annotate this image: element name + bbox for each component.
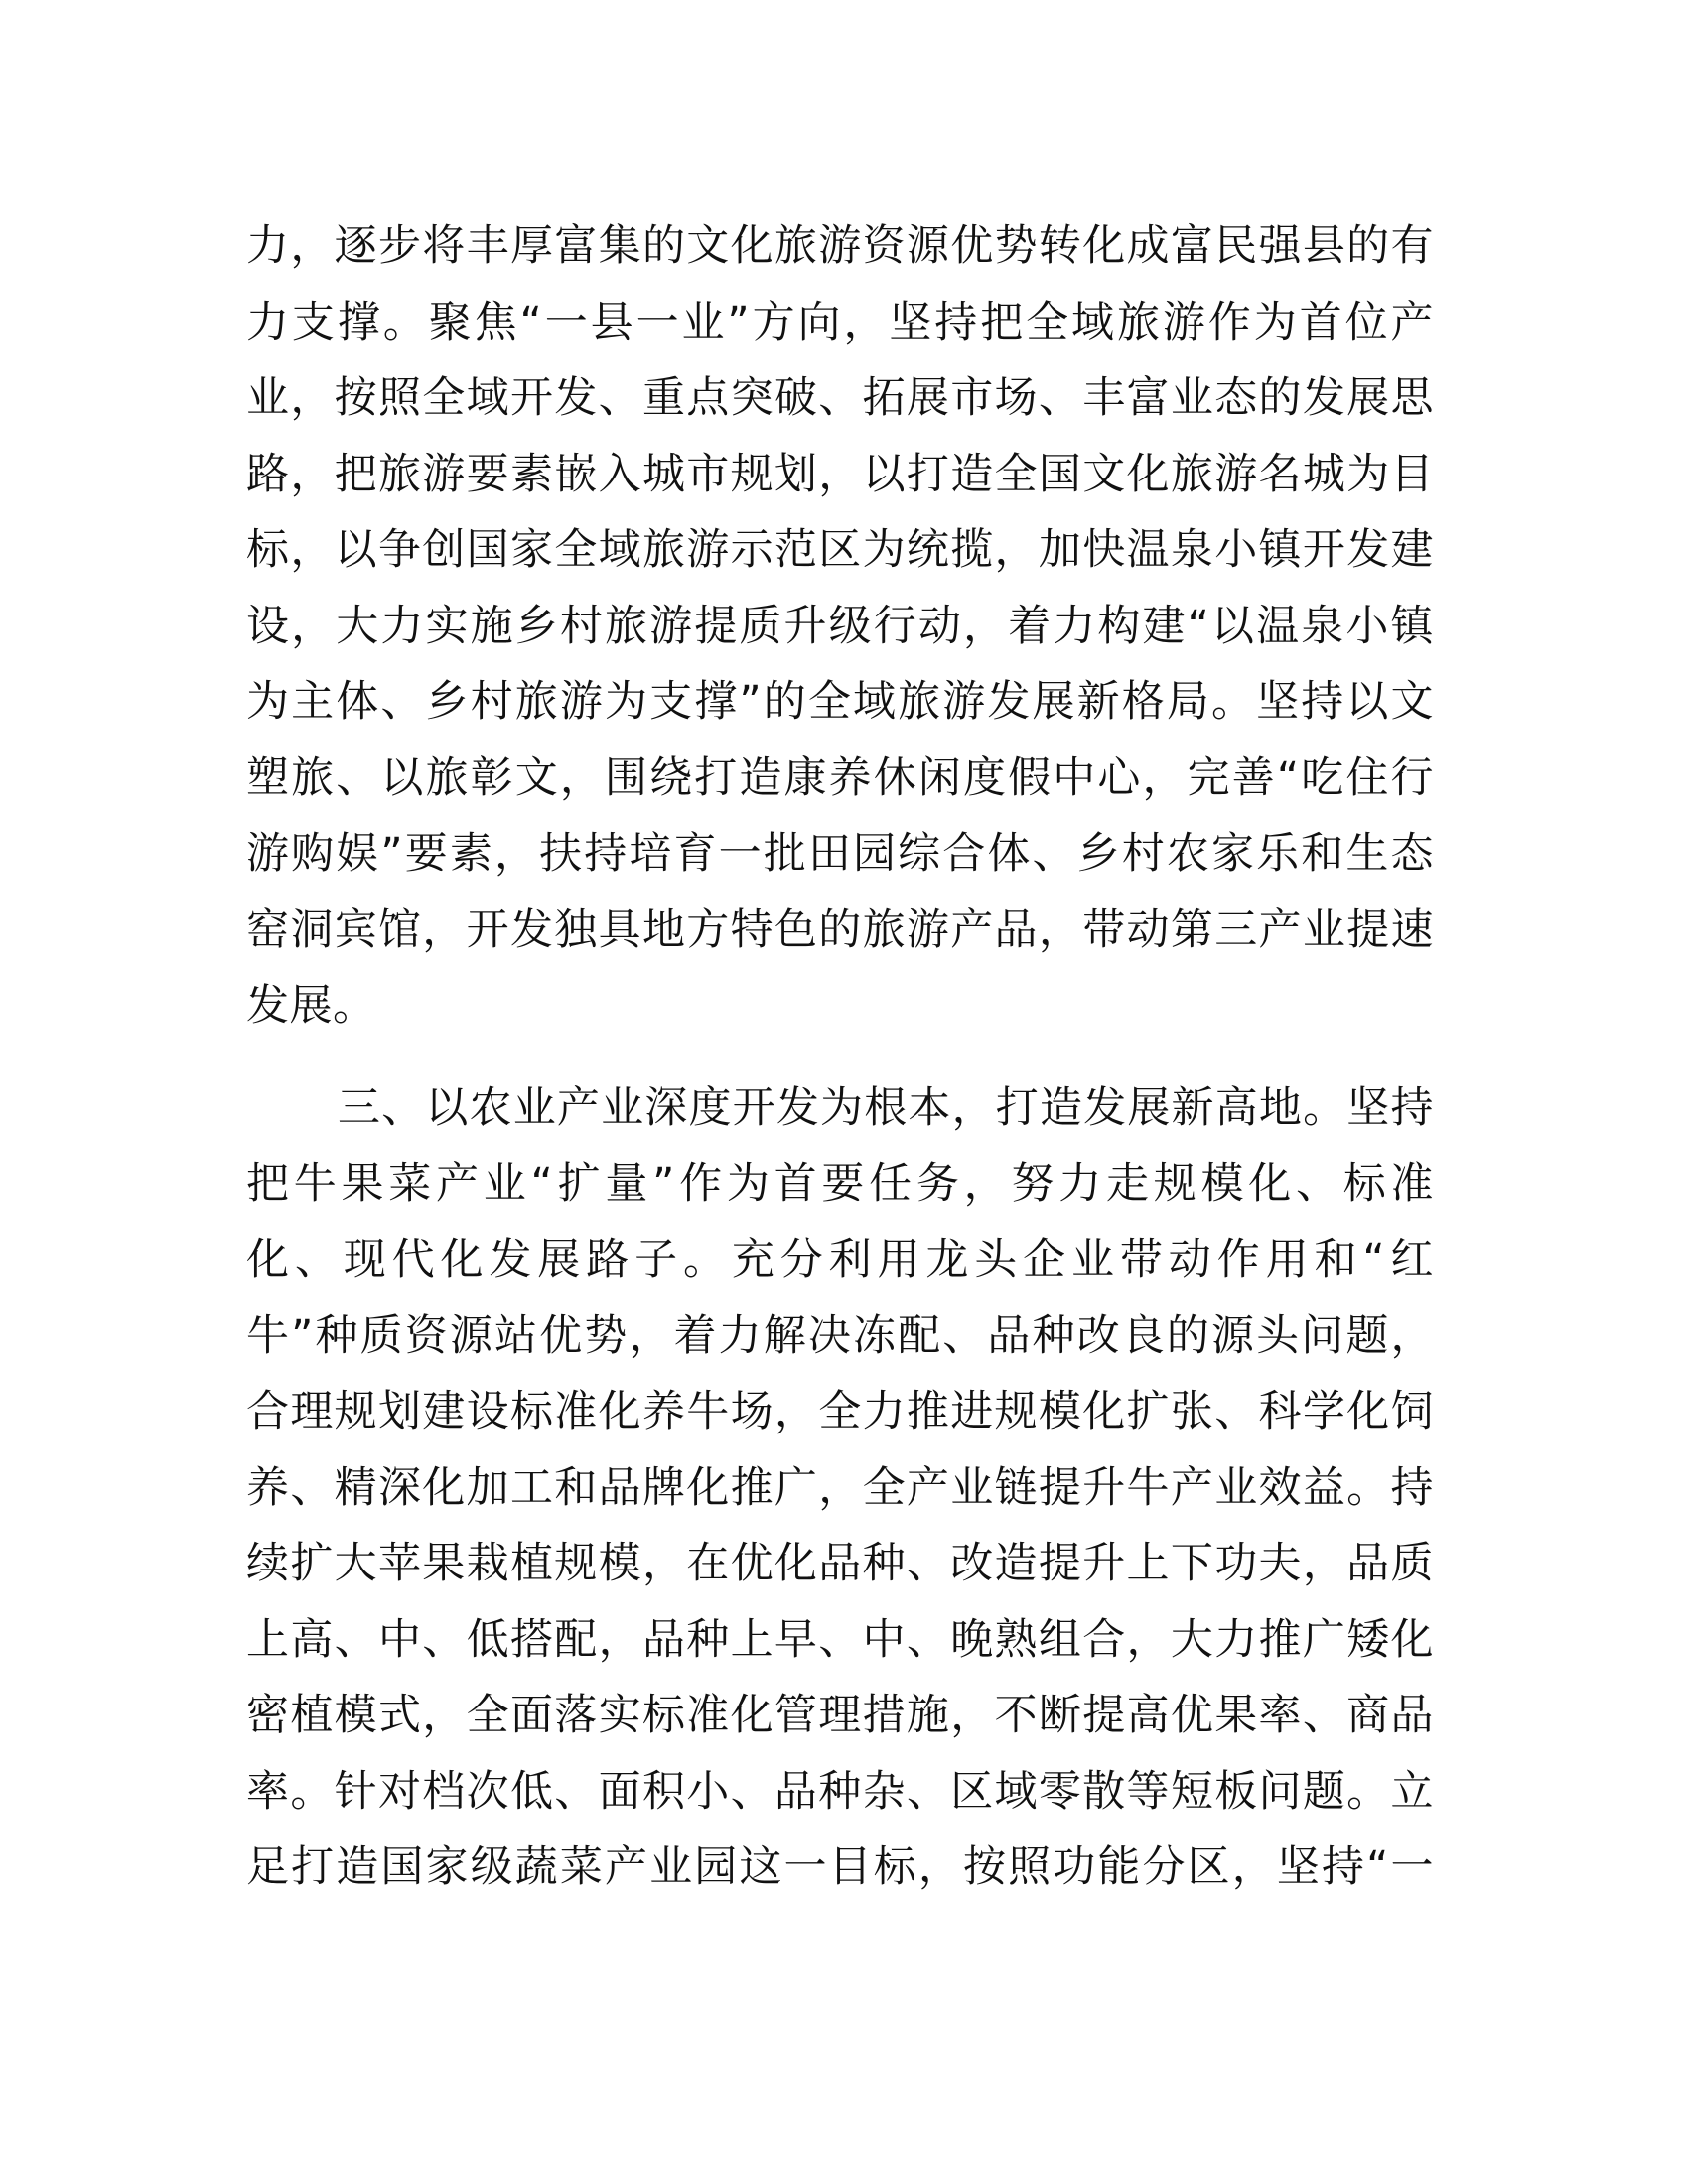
paragraph-line: 业，按照全域开发、重点突破、拓展市场、丰富业态的发展思 — [246, 373, 1434, 423]
paragraph-tourism — [246, 208, 1434, 1044]
paragraph-line: 牛”种质资源站优势，着力解决冻配、品种改良的源头问题， — [246, 1310, 1434, 1361]
paragraph-line: 塑旅、以旅彰文，围绕打造康养休闲度假中心，完善“吃住行 — [246, 752, 1434, 803]
paragraph-line: 设，大力实施乡村旅游提质升级行动，着力构建“以温泉小镇 — [246, 601, 1434, 651]
paragraph-line: 发展。 — [246, 981, 376, 1030]
paragraph-line: 路，把旅游要素嵌入城市规划，以打造全国文化旅游名城为目 — [246, 449, 1434, 499]
paragraph-line: 把牛果菜产业“扩量”作为首要任务，努力走规模化、标准 — [246, 1159, 1434, 1209]
paragraph-line: 合理规划建设标准化养牛场，全力推进规模化扩张、科学化饲 — [246, 1387, 1434, 1436]
paragraph-line: 化、现代化发展路子。充分利用龙头企业带动作用和“红 — [246, 1235, 1434, 1285]
paragraph-line: 标，以争创国家全域旅游示范区为统揽，加快温泉小镇开发建 — [246, 525, 1434, 575]
paragraph-agriculture — [246, 1070, 1434, 1906]
paragraph-line: 游购娱”要素，扶持培育一批田园综合体、乡村农家乐和生态 — [246, 829, 1434, 879]
paragraph-line: 养、精深化加工和品牌化推广，全产业链提升牛产业效益。持 — [246, 1462, 1434, 1513]
paragraph-line: 力支撑。聚焦“一县一业”方向，坚持把全域旅游作为首位产 — [246, 297, 1434, 347]
paragraph-line: 率。针对档次低、面积小、品种杂、区域零散等短板问题。立 — [246, 1766, 1434, 1817]
paragraph-line: 力，逐步将丰厚富集的文化旅游资源优势转化成富民强县的有 — [246, 221, 1434, 271]
section-heading-line: 三、以农业产业深度开发为根本，打造发展新高地。坚持 — [338, 1083, 1434, 1133]
paragraph-line: 密植模式，全面落实标准化管理措施，不断提高优果率、商品 — [246, 1691, 1434, 1740]
paragraph-line: 足打造国家级蔬菜产业园这一目标，按照功能分区，坚持“一 — [246, 1843, 1434, 1892]
paragraph-line: 为主体、乡村旅游为支撑”的全域旅游发展新格局。坚持以文 — [246, 677, 1434, 727]
paragraph-line: 上高、中、低搭配，品种上早、中、晚熟组合，大力推广矮化 — [246, 1614, 1434, 1665]
paragraph-line: 续扩大苹果栽植规模，在优化品种、改造提升上下功夫，品质 — [246, 1539, 1434, 1588]
paragraph-line: 窑洞宾馆，开发独具地方特色的旅游产品，带动第三产业提速 — [246, 904, 1434, 955]
